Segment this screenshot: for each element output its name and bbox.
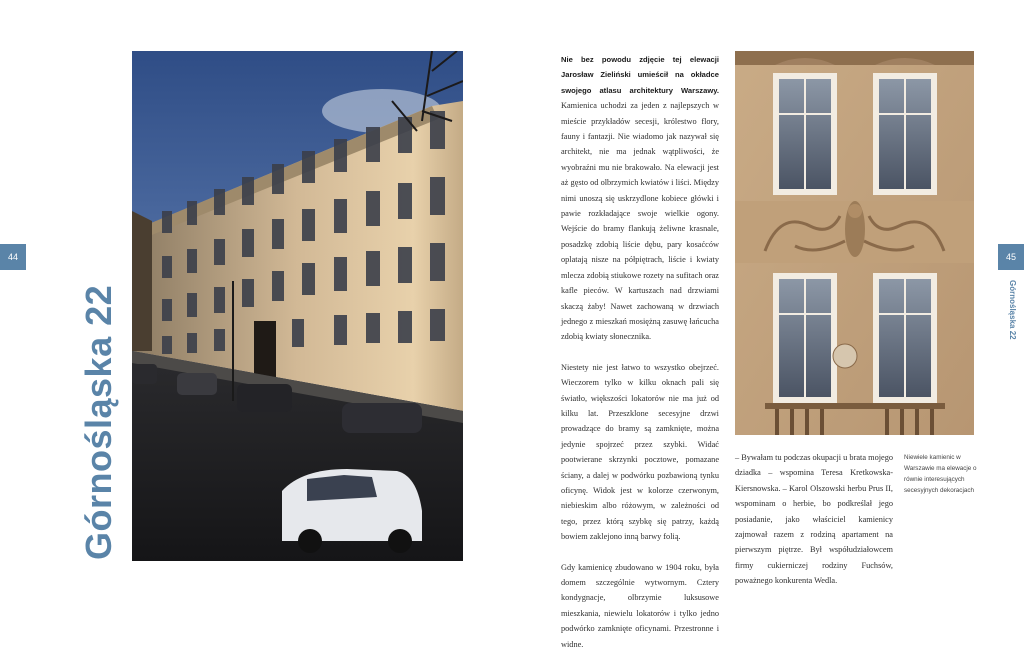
running-head: Górnośląska 22 [1008,280,1017,340]
paragraph-1 [561,52,719,345]
page-number-left: 44 [0,244,26,270]
secondary-text-column [735,450,893,604]
page-number-right: 45 [998,244,1024,270]
facade-photo [132,51,463,561]
main-text-column [561,52,719,667]
photo-caption: Niewiele kamienic w Warszawie ma elewacje o równie interesujących secesyjnych dekoracjach [904,454,977,494]
paragraph-4: – Bywałam tu podczas okupacji u brata mojego dziadka – wspomina Teresa Kretkowska-Kiersnowska. – Karol Olszowski herbu Prus II, wspominam o herbie, bo podkreślał jego posiadanie, jako właściciel kamienicy zajmował razem z rodziną apartament na pierwszym piętrze. Był współudziałowcem firmy cukierniczej rodziny Fuchsów, poważnego konkurenta Wedla. [735,453,893,586]
lead-text: Nie bez powodu zdjęcie tej elewacji Jarosław Zieliński umieścił na okładce swojego atlasu architektury Warszawy. [561,55,719,95]
paragraph-3: Gdy kamienicę zbudowano w 1904 roku, była domem szczególnie wytwornym. Cztery kondygnacje, olbrzymie luksusowe mieszkania, niewielu lokatorów i tylko jedno podwórko zamknięte oficynami. Przestronne i widne. [561,562,719,649]
paragraph-1-text: Kamienica uchodzi za jeden z najlepszych w mieście przykładów secesji, królestwo flory, fauny i fantazji. Nie wiadomo jak nazywał się architekt, nie ma jednak wątpliwości, że wyobraźni mu nie brakowało. Na elewacji jest aż gęsto od olbrzymich kwiatów i liści. Między nimi unoszą się uskrzydlone kobiece główki i pawie rozkładające swoje wielkie ogony. Wejście do bramy flankują żeliwne krasnale, posadzkę zdobią liście dębu, pary kosaćców oplatają nisze na półpiętrach, liście i kwiaty mlecza zdobią stiukowe rozety na sufitach oraz kafle pieców. W kartuszach nad drzwiami skaczą żaby! Nawet zachowaną w drzwiach jednego z mieszkań mosiężną zasuwę łańcucha zdobią kwiaty słonecznika. [561,101,719,342]
chapter-title: Górnośląska 22 [78,284,119,560]
paragraph-2: Niestety nie jest łatwo to wszystko obejrzeć. Wieczorem tylko w kilku oknach pali się światło, większości lokatorów nie ma już od kilku lat. Przeszklone secesyjne drzwi prowadzące do bramy są zamknięte, można jedynie spojrzeć przez szybki. Widać pootwierane skrzynki pocztowe, pomazane ściany, a dalej w podwórku pozbawioną tynku oficynę. Widok jest w kolorze czerwonym, niebieskim albo różowym, w zależności od tego, przez którą szybkę się patrzy, każdą bowiem zaklejono inną barwy folią. [561,362,719,542]
window-detail-photo [735,51,974,435]
